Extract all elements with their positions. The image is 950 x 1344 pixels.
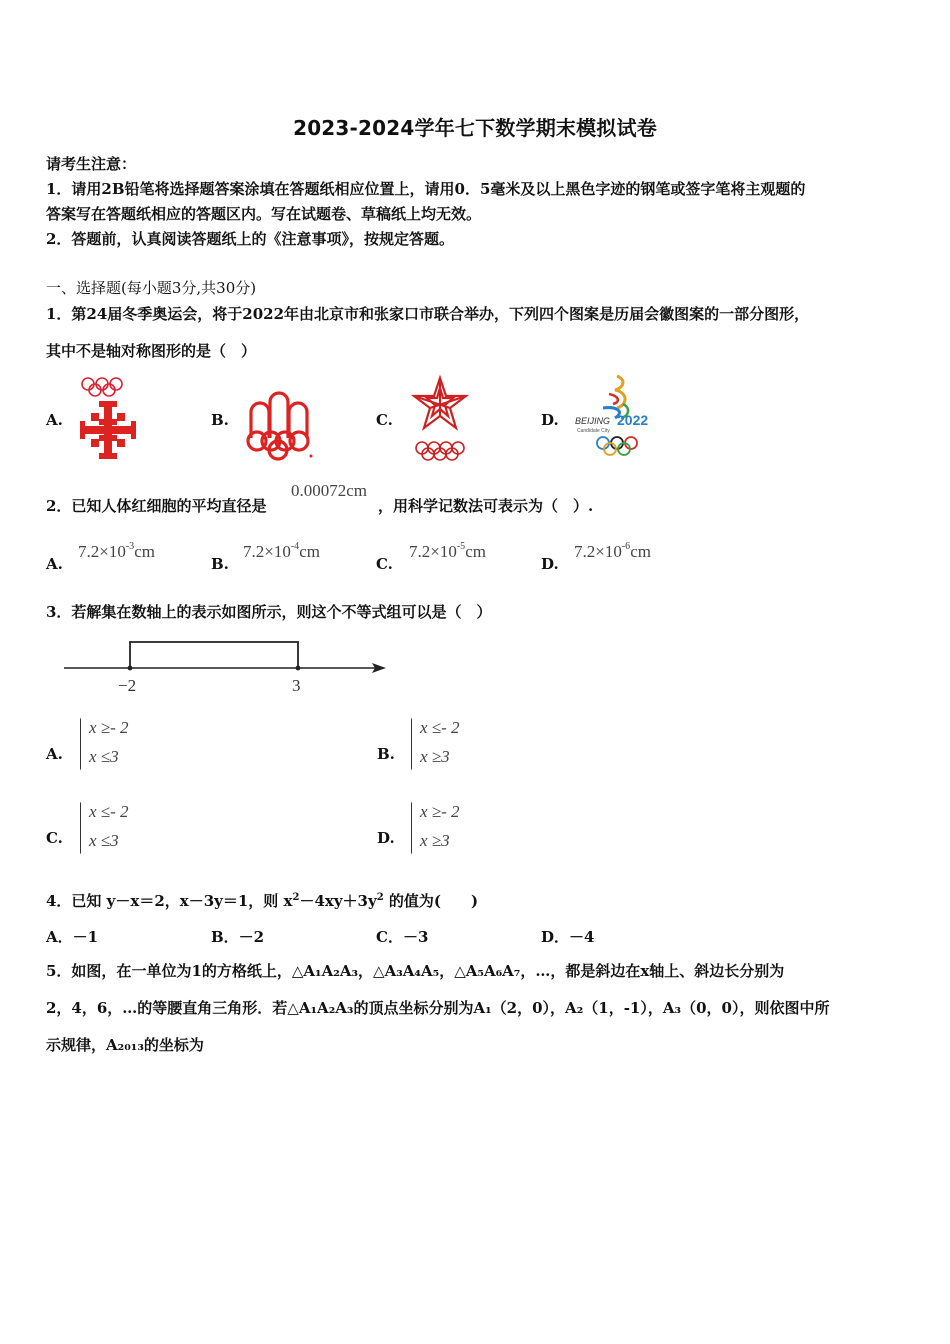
notice-heading: 请考生注意： <box>46 155 137 173</box>
logo-d-subtitle: Candidate City <box>577 428 610 434</box>
q2-option-d-label: D. <box>541 555 559 573</box>
q3-option-d-line1: x ≥- 2 <box>420 802 460 821</box>
q3-stem: 3．若解集在数轴上的表示如图所示，则这个不等式组可以是（ ） <box>46 603 492 621</box>
q3-option-c-line1: x ≤- 2 <box>89 802 129 821</box>
q2-option-b-label: B. <box>211 555 229 573</box>
logo-d-wordmark: BEIJING <box>575 416 611 426</box>
notice-line2: 2．答题前，认真阅读答题纸上的《注意事项》，按规定答题。 <box>46 230 454 248</box>
q3-option-a-line2: x ≤3 <box>89 747 119 766</box>
q2-value: 0.00072cm <box>291 481 368 500</box>
page-title: 2023-2024学年七下数学期末模拟试卷 <box>293 116 657 140</box>
q2-option-a-label: A. <box>46 555 63 573</box>
q3-option-d-line2: x ≥3 <box>420 831 450 850</box>
q3-option-b-line2: x ≥3 <box>420 747 450 766</box>
section-heading: 一、选择题(每小题3分,共30分) <box>46 279 257 297</box>
q2-option-b-value: $7.2\times 10^{-4}cm$ <box>243 541 320 561</box>
q4-option-d: D．－4 <box>541 928 595 946</box>
q1-option-b-label: B. <box>211 411 229 429</box>
q3-option-c-brace <box>80 802 81 854</box>
q3-option-d-brace <box>411 802 412 854</box>
q3-option-a-line1: x ≥- 2 <box>89 718 129 737</box>
q3-option-a-label: A. <box>46 745 63 763</box>
q3-option-a-brace <box>80 718 81 770</box>
q3-option-b-brace <box>411 718 412 770</box>
logo-d-year: 2022 <box>617 412 649 428</box>
q1-option-d-label: D. <box>541 411 559 429</box>
tick-label-left: −2 <box>118 676 137 695</box>
q1-option-a-label: A. <box>46 411 63 429</box>
q3-option-b-label: B. <box>377 745 395 763</box>
q4-stem: 4．已知 y－x＝2，x－3y＝1，则 $x^2-4xy+3y^2$ 的值为( ) <box>46 892 479 910</box>
q1-stem-line2: 其中不是轴对称图形的是（ ） <box>46 342 257 360</box>
number-line <box>60 636 400 698</box>
notice-line1a: 1．请用2B铅笔将选择题答案涂填在答题纸相应位置上，请用0．5毫米及以上黑色字迹的钢笔或签字笔将主观题的 <box>46 180 806 198</box>
logo-c-image <box>408 374 472 464</box>
q2-stem-suffix: ，用科学记数法可表示为（ ）. <box>378 497 594 515</box>
q3-option-d-label: D. <box>377 829 395 847</box>
tick-label-right: 3 <box>292 676 301 695</box>
q2-option-c-label: C. <box>376 555 393 573</box>
logo-b-image <box>241 386 317 462</box>
q2-option-a-value: $7.2\times 10^{-3}cm$ <box>78 541 155 561</box>
q2-stem-prefix: 2．已知人体红细胞的平均直径是 <box>46 497 267 515</box>
logo-d-image <box>573 374 663 460</box>
q5-stem-line2: 2，4，6，…的等腰直角三角形．若△A₁A₂A₃的顶点坐标分别为A₁（2，0），A₂（1，-1），A₃（0，0），则依图中所 <box>46 999 830 1017</box>
q4-option-a: A．－1 <box>46 928 99 946</box>
q2-option-d-value: $7.2\times 10^{-6}cm$ <box>574 541 651 561</box>
q1-stem-line1: 1．第24届冬季奥运会，将于2022年由北京市和张家口市联合举办，下列四个图案是历届会徽图案的一部分图形， <box>46 305 810 323</box>
q5-stem-line1: 5．如图，在一单位为1的方格纸上，△A₁A₂A₃，△A₃A₄A₅，△A₅A₆A₇，…，都是斜边在x轴上、斜边长分别为 <box>46 962 785 980</box>
q5-stem-line3: 示规律，A₂₀₁₃的坐标为 <box>46 1036 204 1054</box>
logo-a-image <box>75 373 141 461</box>
q1-option-c-label: C. <box>376 411 393 429</box>
notice-line1b: 答案写在答题纸相应的答题区内。写在试题卷、草稿纸上均无效。 <box>46 205 482 223</box>
q2-option-c-value: $7.2\times 10^{-5}cm$ <box>409 541 486 561</box>
q4-option-c: C．－3 <box>376 928 429 946</box>
q3-option-c-label: C. <box>46 829 63 847</box>
q3-option-c-line2: x ≤3 <box>89 831 119 850</box>
q4-option-b: B．－2 <box>211 928 265 946</box>
q3-option-b-line1: x ≤- 2 <box>420 718 460 737</box>
